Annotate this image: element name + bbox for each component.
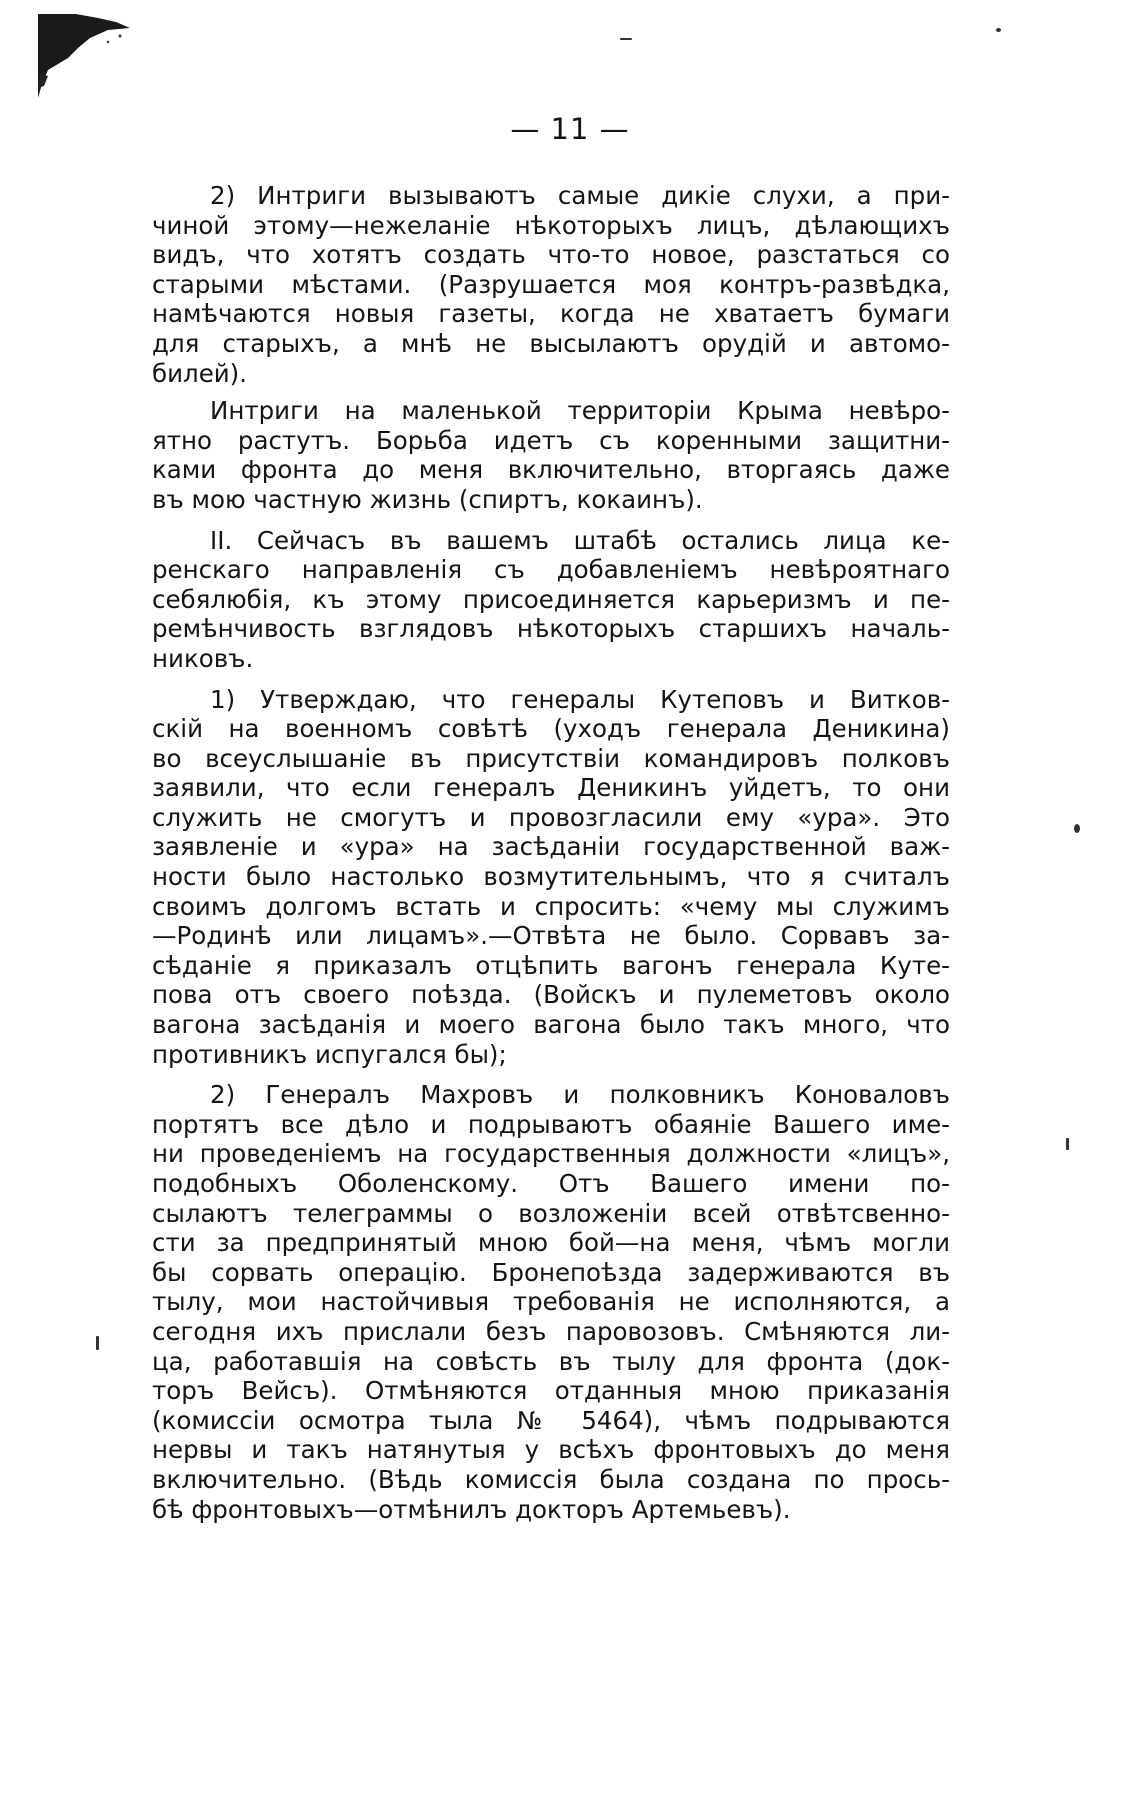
text-line: 2) Генералъ Махровъ и полковникъ Коноваловъ	[210, 1080, 950, 1110]
text-line: билей).	[152, 358, 248, 388]
text-line: ремѣнчивость взглядовъ нѣкоторыхъ старшихъ началь-	[152, 614, 950, 644]
page-number: — 11 —	[510, 112, 630, 146]
text-line: служить не смогутъ и провозгласили ему «ура». Это	[152, 802, 950, 832]
text-line: нервы и такъ натянутыя у всѣхъ фронтовыхъ до меня	[152, 1435, 950, 1465]
scan-speck	[1074, 824, 1080, 833]
paragraph-crimea-intrigues	[152, 396, 950, 514]
scan-speck	[96, 1336, 99, 1350]
text-line: чиной этому—нежеланiе нѣкоторыхъ лицъ, дѣлающихъ	[152, 210, 950, 240]
text-line: ренскаго направленiя съ добавленiемъ невѣроятнаго	[152, 555, 950, 585]
text-line: ца, работавшiя на совѣсть въ тылу для фронта (док-	[152, 1346, 950, 1376]
scan-corner-smudge	[38, 14, 133, 99]
text-line: своимъ долгомъ встать и спросить: «чему мы служимъ	[152, 891, 950, 921]
text-line: ности было настолько возмутительнымъ, что я считалъ	[152, 862, 950, 892]
paragraph-intrigues-rumors	[152, 181, 950, 388]
text-line: скiй на военномъ совѣтѣ (уходъ генерала Деникина)	[152, 714, 950, 744]
text-line: бы сорвать операцiю. Бронепоѣзда задерживаются въ	[152, 1257, 950, 1287]
text-line: II. Сейчасъ въ вашемъ штабѣ остались лица ке-	[210, 525, 950, 555]
text-line: тылу, мои настойчивыя требованiя не исполняются, а	[152, 1287, 950, 1317]
text-line: 1) Утверждаю, что генералы Кутеповъ и Витков-	[210, 684, 950, 714]
text-line: бѣ фронтовыхъ—отмѣнилъ докторъ Артемьевъ).	[152, 1494, 791, 1524]
text-line: во всеуслышанiе въ присутствiи командировъ полковъ	[152, 743, 950, 773]
text-line: (комиссiи осмотра тыла № 5464), чѣмъ подрываются	[152, 1405, 950, 1435]
text-line: себялюбiя, къ этому присоединяется карьеризмъ и пе-	[152, 584, 950, 614]
text-line: портятъ все дѣло и подрываютъ обаянiе Вашего име-	[152, 1109, 950, 1139]
text-line: старыми мѣстами. (Разрушается моя контръ-развѣдка,	[152, 269, 950, 299]
text-line: противникъ испугался бы);	[152, 1039, 507, 1069]
text-line: включительно. (Вѣдь комиссiя была создана по прось-	[152, 1464, 950, 1494]
text-line: 2) Интриги вызываютъ самые дикiе слухи, а при-	[210, 181, 950, 210]
paragraph-section-two	[152, 526, 950, 674]
text-line: ни проведенiемъ на государственныя должности «лицъ»,	[152, 1139, 950, 1169]
text-line: пова отъ своего поѣзда. (Войскъ и пулеметовъ около	[152, 980, 950, 1010]
text-line: сегодня ихъ прислали безъ паровозовъ. Смѣняются ли-	[152, 1316, 950, 1346]
text-line: ятно растутъ. Борьба идетъ съ коренными защитни-	[152, 425, 950, 455]
text-line: сти за предпринятый мною бой—на меня, чѣмъ могли	[152, 1228, 950, 1258]
text-line: Интриги на маленькой территорiи Крыма невѣро-	[210, 396, 950, 426]
paragraph-generals-council	[152, 685, 950, 1070]
text-line: сылаютъ телеграммы о возложенiи всей отвѣтсвенно-	[152, 1198, 950, 1228]
text-line: для старыхъ, а мнѣ не высылаютъ орудiй и автомо-	[152, 328, 950, 358]
scan-speck	[996, 28, 1001, 32]
scan-speck	[1066, 1138, 1069, 1150]
text-line: заявили, что если генералъ Деникинъ уйдетъ, то они	[152, 773, 950, 803]
text-line: подобныхъ Оболенскому. Отъ Вашего имени по-	[152, 1169, 950, 1198]
text-line: торъ Вейсъ). Отмѣняются отданныя мною приказанiя	[152, 1376, 950, 1406]
text-line: сѣданiе я приказалъ отцѣпить вагонъ генерала Куте-	[152, 950, 950, 980]
text-line: заявленiе и «ура» на засѣданiи государственной важ-	[152, 832, 950, 862]
text-line: вагона засѣданiя и моего вагона было такъ много, что	[152, 1010, 950, 1040]
scan-speck	[620, 38, 632, 40]
text-line: видъ, что хотятъ создать что-то новое, разстаться со	[152, 240, 950, 270]
text-column	[152, 181, 950, 1524]
text-line: —Родинѣ или лицамъ».—Отвѣта не было. Сорвавъ за-	[152, 921, 950, 951]
text-line: ками фронта до меня включительно, вторгаясь даже	[152, 455, 950, 485]
text-line: въ мою частную жизнь (спиртъ, кокаинъ).	[152, 484, 703, 514]
text-line: намѣчаются новыя газеты, когда не хватаетъ бумаги	[152, 299, 950, 329]
text-line: никовъ.	[152, 643, 254, 673]
paragraph-makhrov-konovalov	[152, 1080, 950, 1524]
